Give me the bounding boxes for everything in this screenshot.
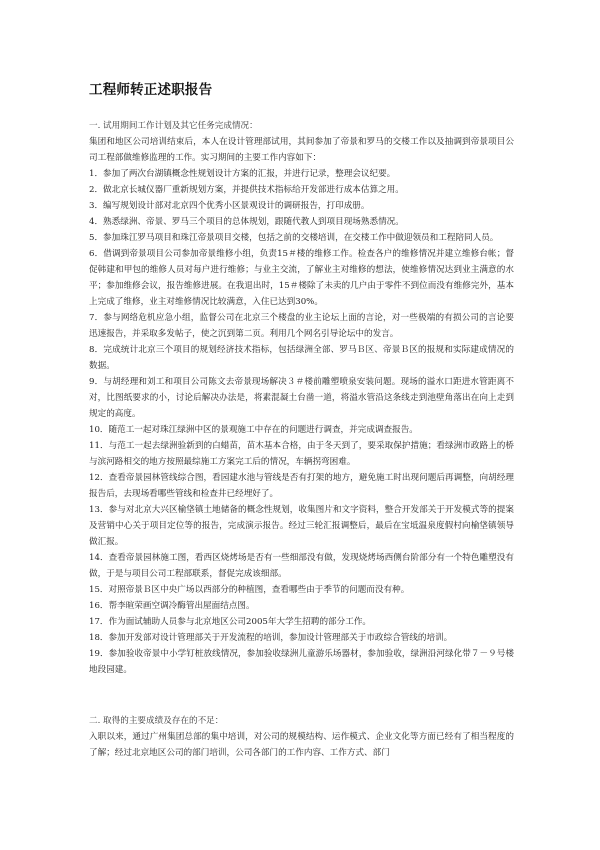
- task-item-14: 14．查看帝景园林施工图，看西区烧烤场是否有一些细部没有做，发现烧烤场西侧台阶部分有一个特色雕塑没有做，于是与项目公司工程部联系，督促完成该细部。: [89, 553, 514, 579]
- task-item-10: 10．随范工一起对珠江绿洲中区的景观施工中存在的问题进行调查，并完成调查报告。: [89, 425, 418, 435]
- task-item-4: 4．熟悉绿洲、帝景、罗马三个项目的总体规划，跟随代教人到项目现场熟悉情况。: [89, 217, 404, 227]
- task-item-13: 13．参与对北京大兴区榆垡镇土地储备的概念性规划，收集图片和文字资料，整合开发部关于开发模式等的提案及营销中心关于项目定位等的报告，完成演示报告。经过三轮汇报调整后，最后在宝坻温泉度假村向榆垡镇领导做汇报。: [89, 505, 514, 547]
- section-intro: 入职以来，通过广州集团总部的集中培训，对公司的规模结构、运作模式、企业文化等方面已经有了相当程度的了解；经过北京地区公司的部门培训，公司各部门的工作内容、工作方式、部门: [89, 732, 514, 758]
- task-item-3: 3．编写规划设计部对北京四个优秀小区景观设计的调研报告，打印成册。: [89, 201, 370, 211]
- document-page: [89, 0, 514, 850]
- task-list: [89, 166, 514, 678]
- task-item-17: 17．作为面试辅助人员参与北京地区公司2005年大学生招聘的部分工作。: [89, 617, 372, 627]
- task-item-12: 12．查看帝景园林管线综合图，看园建水池与管线是否有打架的地方，避免施工时出现问题后再调整，向胡经理报告后，去现场看哪些管线和检查井已经埋好了。: [89, 473, 514, 499]
- task-item-11: 11．与范工一起去绿洲验新到的白蜡苗，苗木基本合格，由于冬天到了，要采取保护措施；看绿洲市政路上的桥与滨河路相交的地方按照最综施工方案完工后的情况，车辆拐弯困难。: [89, 441, 514, 467]
- task-item-15: 15．对照帝景Ｂ区中央广场以西部分的种植图，查看哪些由于季节的问题而没有种。: [89, 585, 410, 595]
- task-item-7: 7．参与网络危机应急小组，监督公司在北京三个楼盘的业主论坛上面的言论，对一些极端的有损公司的言论要迅速报告，并采取多发帖子，使之沉到第二页。利用几个网名引导论坛中的发言。: [89, 313, 514, 339]
- page-title: 工程师转正述职报告: [89, 82, 213, 98]
- task-item-8: 8．完成统计北京三个项目的规划经济技术指标，包括绿洲全部、罗马Ｂ区、帝景Ｂ区的报规和实际建成情况的数据。: [89, 345, 514, 371]
- section-intro: 集团和地区公司培训结束后，本人在设计管理部试用，其间参加了帝景和罗马的交楼工作以及抽调到帝景项目公司工程部做维修监理的工作。实习期间的主要工作内容如下：: [89, 137, 514, 163]
- task-item-16: 16．帮李暄荣画空调冷酶管出屋面结点图。: [89, 601, 255, 611]
- task-item-9: 9．与胡经理和刘工和项目公司陈文去帝景现场解决３＃楼前雕塑喷泉安装问题。现场的溢水口距进水管距离不对，比图纸要求的小，讨论后解决办法是，将素混凝土台凿一道，将溢水管沿这条线走到池壁角落出在向上走到规定的高度。: [89, 377, 514, 419]
- task-item-1: 1．参加了两次台湖镇概念性规划设计方案的汇报，并进行记录，整理会议纪要。: [89, 169, 396, 179]
- section-achievements: [89, 713, 514, 761]
- task-item-6: 6．借调到帝景项目公司参加帝景维修小组，负责15＃楼的维修工作。检查各户的维修情况并建立维修台帐；督促韩建和甲包的维修人员对每户进行维修；与业主交流，了解业主对维修的想法，使维修情况达到业主满意的水平；参加维修会议，报告维修进展。在我退出时，15＃楼除了未卖的几户由于零件不到位而没有维修完外，基本上完成了维修，业主对维修情况比较满意，入住已达到30%。: [89, 249, 514, 307]
- section-work-plan: [89, 118, 514, 678]
- task-item-2: 2．做北京长城仪器厂重新规划方案，并提供技术指标给开发部进行成本估算之用。: [89, 185, 404, 195]
- section-heading: 一. 试用期间工作计划及其它任务完成情况：: [89, 121, 258, 131]
- task-item-18: 18．参加开发部对设计管理部关于开发流程的培训，参加设计管理部关于市政综合管线的培训。: [89, 633, 453, 643]
- task-item-19: 19．参加验收帝景中小学钉桩放线情况，参加验收绿洲儿童游乐场器材，参加验收，绿洲沿河绿化带７－９号楼地段园建。: [89, 649, 514, 675]
- task-item-5: 5．参加珠江罗马项目和珠江帝景项目交楼，包括之前的交楼培训，在交楼工作中做迎领员和工程陪同人员。: [89, 233, 499, 243]
- section-heading: 二. 取得的主要成绩及存在的不足：: [89, 716, 224, 726]
